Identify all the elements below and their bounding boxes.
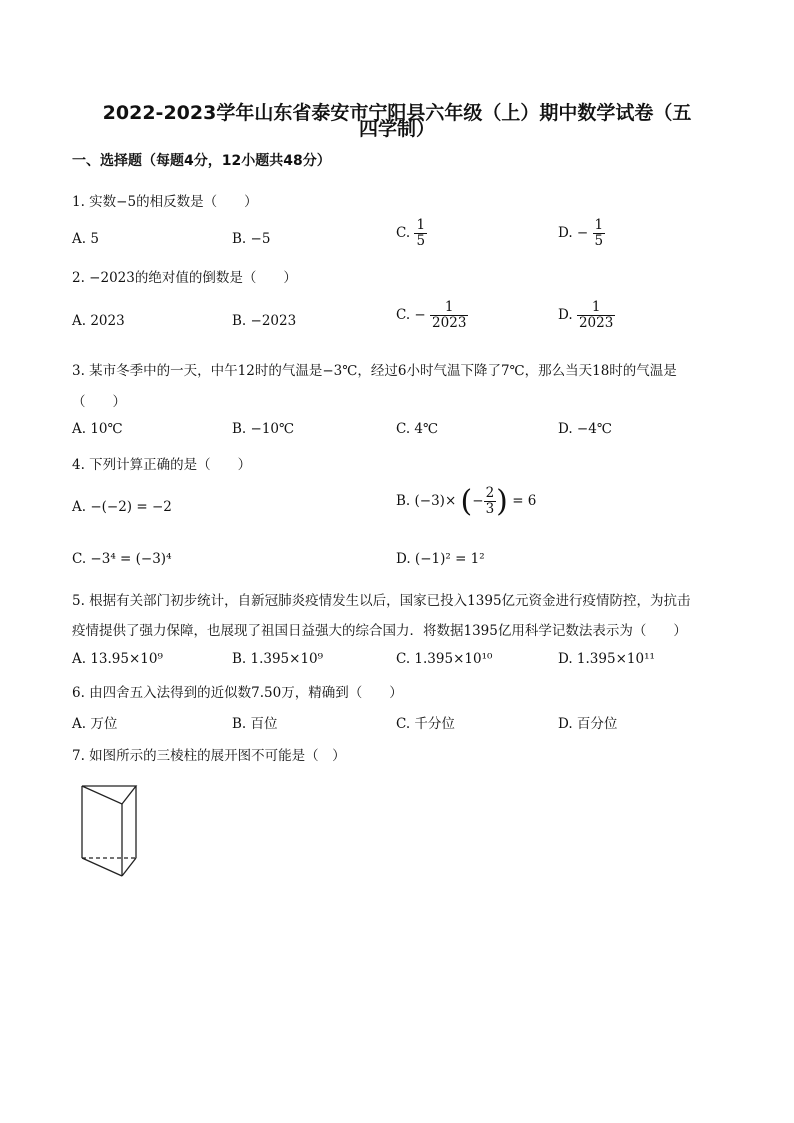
q1-c-numerator: 1 [416,217,426,233]
q4-option-b: B. (−3)× (− $\frac{2}{3}$ ) = 6 [396,484,537,519]
q4-option-c: C. −3⁴ = (−3)⁴ [72,551,172,567]
q4-b-right-paren: ) [496,484,508,519]
q6-option-a: A. 万位 [72,716,118,732]
q2-option-b: B. −2023 [232,313,297,329]
q2-d-fraction [577,300,615,331]
q5-option-b: B. 1.395×10⁹ [232,651,324,667]
q2-option-a: A. 2023 [72,313,125,329]
q3-option-c: C. 4℃ [396,421,439,437]
q2-c-fraction [430,300,468,331]
exam-title-line1: 2022-2023学年山东省泰安市宁阳县六年级（上）期中数学试卷（五 [102,102,692,124]
q4-b-numerator: 2 [485,485,495,502]
q1-c-fraction [414,218,427,249]
q4-b-fraction [484,486,497,517]
question-5: 5. 根据有关部门初步统计，自新冠肺炎疫情发生以后，国家已投入1395亿元资金进行疫情防控，为抗击 [72,593,691,609]
q1-option-b: B. −5 [232,231,271,247]
q1-d-numerator: 1 [594,217,604,233]
question-6: 6. 由四舍五入法得到的近似数7.50万，精确到（ ） [72,685,403,701]
question-3: 3. 某市冬季中的一天，中午12时的气温是−3℃，经过6小时气温下降了7℃，那么当天18时的气温是 [72,363,677,379]
q1-d-fraction [593,218,606,249]
q3-option-b: B. −10℃ [232,421,295,437]
exam-title-line2: 四学制） [358,118,435,140]
question-1: 1. 实数−5的相反数是（ ） [72,194,258,210]
q3-option-a: A. 10℃ [72,421,123,437]
q5-option-c: C. 1.395×10¹⁰ [396,651,493,667]
q4-b-prefix: B. (−3)× [396,493,457,509]
q3-option-d: D. −4℃ [558,421,612,437]
question-2: 2. −2023的绝对值的倒数是（ ） [72,270,297,286]
q4-b-left-paren: ( [460,484,473,519]
q4-b-denominator: 3 [485,501,495,517]
question-5-cont: 疫情提供了强力保障，也展现了祖国日益强大的综合国力．将数据1395亿用科学记数法表示为（ ） [72,623,687,639]
q2-d-numerator: 1 [577,300,615,316]
prism-bottom-left [82,858,122,876]
q1-d-denominator: 5 [594,232,604,249]
question-3-paren: （ ） [72,394,126,410]
q2-c-denominator: 2023 [432,314,467,331]
prism-top-face [82,786,136,804]
q1-option-d [558,218,605,249]
q5-option-a: A. 13.95×10⁹ [72,651,163,667]
section-heading: 一、选择题（每题4分，12小题共48分） [72,153,331,169]
q6-option-c: C. 千分位 [396,716,455,732]
q6-option-b: B. 百位 [232,716,278,732]
q4-b-suffix: = 6 [512,493,537,509]
q4-option-d: D. (−1)² = 1² [396,551,485,567]
q2-c-label: C. − [396,306,426,323]
q2-c-numerator: 1 [430,300,468,316]
prism-bottom-right [122,858,136,876]
q4-option-a: A. −(−2) = −2 [72,499,172,515]
q5-option-d: D. 1.395×10¹¹ [558,651,655,667]
q1-c-label: C. [396,224,411,241]
q1-option-c [396,218,427,249]
q6-option-d: D. 百分位 [558,716,618,732]
q2-d-label: D. [558,306,573,323]
q2-d-denominator: 2023 [578,314,614,331]
q1-c-denominator: 5 [416,232,426,249]
question-4: 4. 下列计算正确的是（ ） [72,457,252,473]
triangular-prism-figure [78,780,168,880]
question-7: 7. 如图所示的三棱柱的展开图不可能是（ ） [72,748,346,764]
q2-option-c [396,300,468,331]
q2-option-d [558,300,615,331]
q1-option-a: A. 5 [72,231,99,247]
q1-d-label: D. − [558,224,589,241]
